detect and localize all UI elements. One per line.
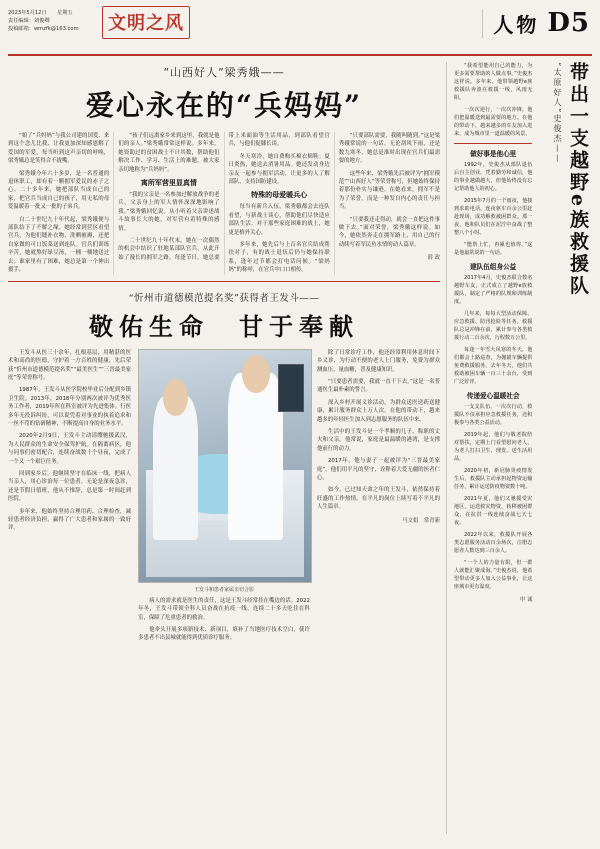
main-column (8, 62, 446, 834)
paragraph: “能帮上忙，再累也值得。”这是他最常说的一句话。 (454, 242, 533, 256)
rail-vertical-title (537, 62, 592, 834)
rail-subhead-2: 建队伍组身公益 (470, 263, 517, 271)
paragraph: 病人的需求就是医生的责任，这是王发斗经常挂在嘴边的话。2022年冬，王发斗带领全科人员奋战在抗疫一线，连续二十多天吃住在科室，保障了危重患者的救治。 (138, 597, 310, 621)
paragraph: 每当有新兵入伍，梁秀娥都会去连队看望，与新战士谈心，帮助他们尽快适应部队生活。对于那些家庭困难的战士，她更是格外关心。 (228, 204, 330, 236)
paragraph: 如今，已过知天命之年的王发斗，依然保持着旺盛的工作热情，在平凡的岗位上续写着不平凡的人生篇章。 (316, 487, 441, 511)
masthead-editor: 责任编辑：刘俊卿 (8, 18, 50, 24)
paragraph: 每逢一年雪大风寒的冬天，他们都会上路巡查，为抛锚车辆提供免费救援服务。去年冬天，他们共救助被困车辆一百三十余台，受到广泛好评。 (454, 347, 533, 385)
masthead (8, 6, 592, 56)
article-bottom-photo-col (138, 349, 310, 647)
paragraph: 一支支队伍、一次次行动，救援队不仅承担应急救援任务，还积极参与各类公益活动。 (454, 404, 533, 426)
paragraph: 生活中的王发斗是一个孝顺的儿子、称职的丈夫和父亲。他常说，家庭是最温暖的港湾，是支撑他前行的动力。 (316, 428, 441, 452)
rail-byline: 申 诚 (519, 597, 533, 603)
rail-subhead-1: 做好事是他心里 (470, 150, 517, 158)
article-bottom-byline: 马文娟 常青新 (402, 517, 441, 524)
paragraph: 一次次逆行，一次次冲锋，他们把温暖送到最需要的地方。在他的带动下，越来越多的车友加入进来，成为城市里一道温暖的风景。 (454, 107, 533, 137)
rail-headline: 带出一支越野e族救援队 (567, 62, 589, 298)
paper-logo (102, 6, 190, 39)
masthead-email: 投稿邮箱：wmzfk@163.com (8, 26, 79, 32)
paragraph: “一个人的力量有限，但一群人就能汇聚成海。”史俊杰说，他希望带动更多人加入公益事业，让这座城市更有温度。 (454, 560, 533, 590)
article-bottom-layout (8, 349, 440, 647)
paragraph: “只要患者需要，我就一直干下去。”这是一名普通医生最朴素的誓言。 (316, 378, 441, 394)
article-top-subhead-1: 寓所军营里显真情 (140, 178, 197, 188)
paragraph: 深入乡村开展义诊活动，为群众送医送药送健康，累计服务群众上万人次。在他的带动下，越来越多的年轻医生加入到志愿服务的队伍中来。 (316, 399, 441, 423)
article-bottom-col-1 (8, 349, 131, 647)
article-top-kicker: “山西好人”梁秀娥—— (163, 66, 285, 79)
paragraph: 除了日常诊疗工作，他还经常利用休息时间下乡义诊，为行动不便的老人上门服务，免费为群众测血压、量血糖，普及健康知识。 (316, 349, 441, 373)
paper-name: 文明之风 (102, 6, 190, 39)
rail-divider (454, 143, 532, 144)
paragraph: 2022年以来，救援队开展各类志愿服务活动百余场次，注册志愿者人数达到三百余人。 (454, 532, 533, 554)
paragraph: 2020年2月9日，王发斗主动请缨驰援武汉，为人民群众的生命安全保驾护航。在隔离病区，他与同事们密切配合，连续奋战数十个昼夜，完成了一个又一个艰巨任务。 (8, 433, 132, 465)
section-title: 人物 (482, 9, 539, 38)
photo-nurse (153, 396, 198, 540)
paragraph: “我的父亲是一名参加过解放战争的老兵，父亲身上的军人情怀深深地影响了我。”梁秀娥回忆说。从小听着父亲讲述战斗故事长大的她，对军营有着特殊的感情。 (118, 192, 220, 232)
paragraph: “我希望能用自己的能力，为更多需要帮助的人做点事。”史俊杰这样说。多年来，他带领越野e族救援队奔波在救援一线，风雨无阻。 (454, 63, 533, 101)
paragraph: 梁秀娥今年六十多岁，是一名普通的退休职工，却有着一颗拥军爱民的赤子之心。二十多年来，她把部队当成自己的家，把官兵当成自己的孩子，用无私的母爱温暖着一批又一批的子弟兵。 (8, 170, 110, 211)
paragraph: 1987年，王发斗从医学院校毕业后分配到乡镇卫生院。2013年，2018年分别两次被评为优秀医务工作者，2019年所在科室被评为先进集体。行医多年无投诉纠纷，可以说凭着对事业的执着追求和一丝不苟的钻研精神，不断提高自身的业务水平。 (8, 387, 132, 427)
paragraph: 多年来，他始终坚持合理用药、合理检查，减轻患者经济负担，赢得了广大患者和家属的一致好评。 (8, 508, 132, 532)
article-top-headline: 爱心永在的“兵妈妈” (85, 89, 363, 122)
paragraph: 几年来，每每大型活动保障、应急救援、防汛抢险等任务，救援队总是冲锋在前，累计参与各类救援行动二百余次，行程数万公里。 (454, 311, 533, 341)
article-bottom-col-3 (317, 349, 440, 647)
page-body (8, 62, 592, 834)
paragraph: 2015年7月的一个雨夜，他接到求助电话，连夜驱车百余公里赶赴现场，成功解救被困群众。那一夜，他和队员们在泥泞中奋战了整整八个小时。 (454, 198, 533, 236)
photo-nurse-head (163, 379, 188, 416)
paragraph: 这些年来，梁秀娥先后被评为“拥军模范”“山西好人”等荣誉称号，但她始终保持着那份朴实与谦逊。在她看来，拥军不是为了荣誉，而是一种发自内心的责任与担当。 (338, 170, 440, 211)
paragraph: 2017年4月，史俊杰联合数名越野车友，正式成立了越野e族救援队，制定了严格的队规和训练制度。 (454, 275, 533, 305)
paragraph: “只要部队需要，我随叫随到。”这是梁秀娥常说的一句话。无论刮风下雨，还是数九寒冬，她总是准时出现在官兵们最需要的地方。 (338, 133, 440, 165)
photo-doctor (228, 373, 283, 540)
paragraph: 自二十世纪九十年代起，梁秀娥便与部队结下了不解之缘。她经常到营区看望官兵，为他们缝补衣物、洗晒被褥，还把自家做的可口饭菜送到连队。官兵们训练辛苦，她就熬好绿豆汤，一桶一桶地送过去；谁家里有了困难，她总是第一个伸出援手。 (8, 216, 110, 274)
paragraph: “娘了”兵妈妈”与我公司建的国爱、来到这个念儿比我、让我更加深知感恩解了爱国的军爱，每当听到这声亲切的呼唤，梁秀娥总是笑得合不拢嘴。 (8, 133, 110, 165)
photo-caption: 王发斗和患者家属亲切合影 (194, 586, 255, 593)
masthead-section (482, 6, 592, 38)
article-bottom-kicker: “忻州市道德模范提名奖”获得者王发斗—— (128, 292, 320, 304)
article-top-byline: 薛 政 (427, 255, 440, 262)
photo-doctor-head (242, 355, 271, 393)
rail-body (454, 62, 537, 834)
article-top-columns (8, 132, 440, 275)
paragraph: 2019年起，他们与敬老院结对帮扶，定期上门看望慰问老人，为老人打扫卫生、理发、送生活用品。 (454, 432, 533, 462)
paragraph: 多年来，她先后与上百名官兵结成帮扶对子，有的战士退伍后仍与她保持联系，逢年过节都会打电话问候。“梁妈妈”的称呼，在官兵中口口相传。 (228, 242, 330, 274)
photo-monitor (278, 364, 304, 412)
paragraph: “只要我还走得动，就会一直把这件事做下去。”面对荣誉，梁秀娥这样说。如今，她依然奔走在拥军路上，用自己的行动续写着军民鱼水情的动人篇章。 (338, 216, 440, 248)
article-photo (138, 349, 312, 583)
rail-kicker: “太原好人”史俊杰—— (553, 62, 562, 165)
rail-subhead-3: 传递爱心温暖社会 (466, 392, 520, 400)
paragraph: 王发斗从医三十余年，扎根基层，用精湛的医术和高尚的医德，守护着一方百姓的健康，先后荣获“忻州市道德模范提名奖”“最美医生”“三晋最美家庭”等荣誉称号。 (8, 349, 132, 381)
paragraph: 2021年夏，他们又驰援受灾地区，运送救灾物资，转移被困群众，在抗洪一线连续奋战七天七夜。 (454, 496, 533, 526)
article-top (8, 64, 440, 282)
paragraph: 2017年，他与妻子一起被评为“三晋最美家庭”。他们用平凡的坚守，诠释着大爱无疆的医者仁心。 (316, 458, 441, 481)
paragraph: 冬天寒冷，她自费购买棉衣棉鞋；夏日炎热，她送去消暑用品。她还发动身边亲友一起参与拥军活动，让更多的人了解部队、支持国防建设。 (228, 153, 330, 186)
article-bottom-headline: 敬佑生命 甘于奉献 (89, 311, 359, 341)
paragraph: “孩子们远离家乡来到这里，我就是他们的亲人。”梁秀娥常常这样说。多年来，她资助过的贫困战士不计其数，帮助他们解决工作、学习、生活上的难题，被大家亲切地称为“兵妈妈”。 (118, 133, 220, 173)
paragraph: 2020年初，新冠肺炎疫情发生后，救援队主动承担起物资运输任务，累计运送防疫物资数十吨。 (454, 468, 533, 490)
paragraph: 二十世纪九十年代末，她在一次偶然的机会中结识了驻地某部队官兵，从此开始了漫长的拥军之路。每逢节日，她总要带上米面油等生活用品，到部队看望官兵，与他们促膝长谈。 (118, 133, 330, 261)
article-top-subhead-2: 特殊的母爱暖兵心 (251, 190, 308, 200)
article-bottom (8, 282, 440, 647)
masthead-date: 2023年5月12日 星期五 (8, 10, 73, 16)
paragraph: 回到家乡后，他继续坚守在临床一线，把病人当亲人，用心诊治每一位患者。无论是深夜急诊，还是节假日值班，他从不推辞，总是第一时间赶到医院。 (8, 470, 132, 503)
paragraph: 1992年，史俊杰从部队退伍后自主创业。凭着勤劳和诚信，他的事业越做越大，但他始终没有忘记帮助他人的初心。 (454, 162, 533, 192)
page-number: D5 (547, 8, 590, 38)
masthead-meta (8, 6, 100, 33)
paragraph: 他牵头开展多项新技术、新项目，填补了当地医疗技术空白，使许多患者不出县城就能得到优质诊疗服务。 (138, 626, 310, 642)
right-rail (446, 62, 592, 834)
